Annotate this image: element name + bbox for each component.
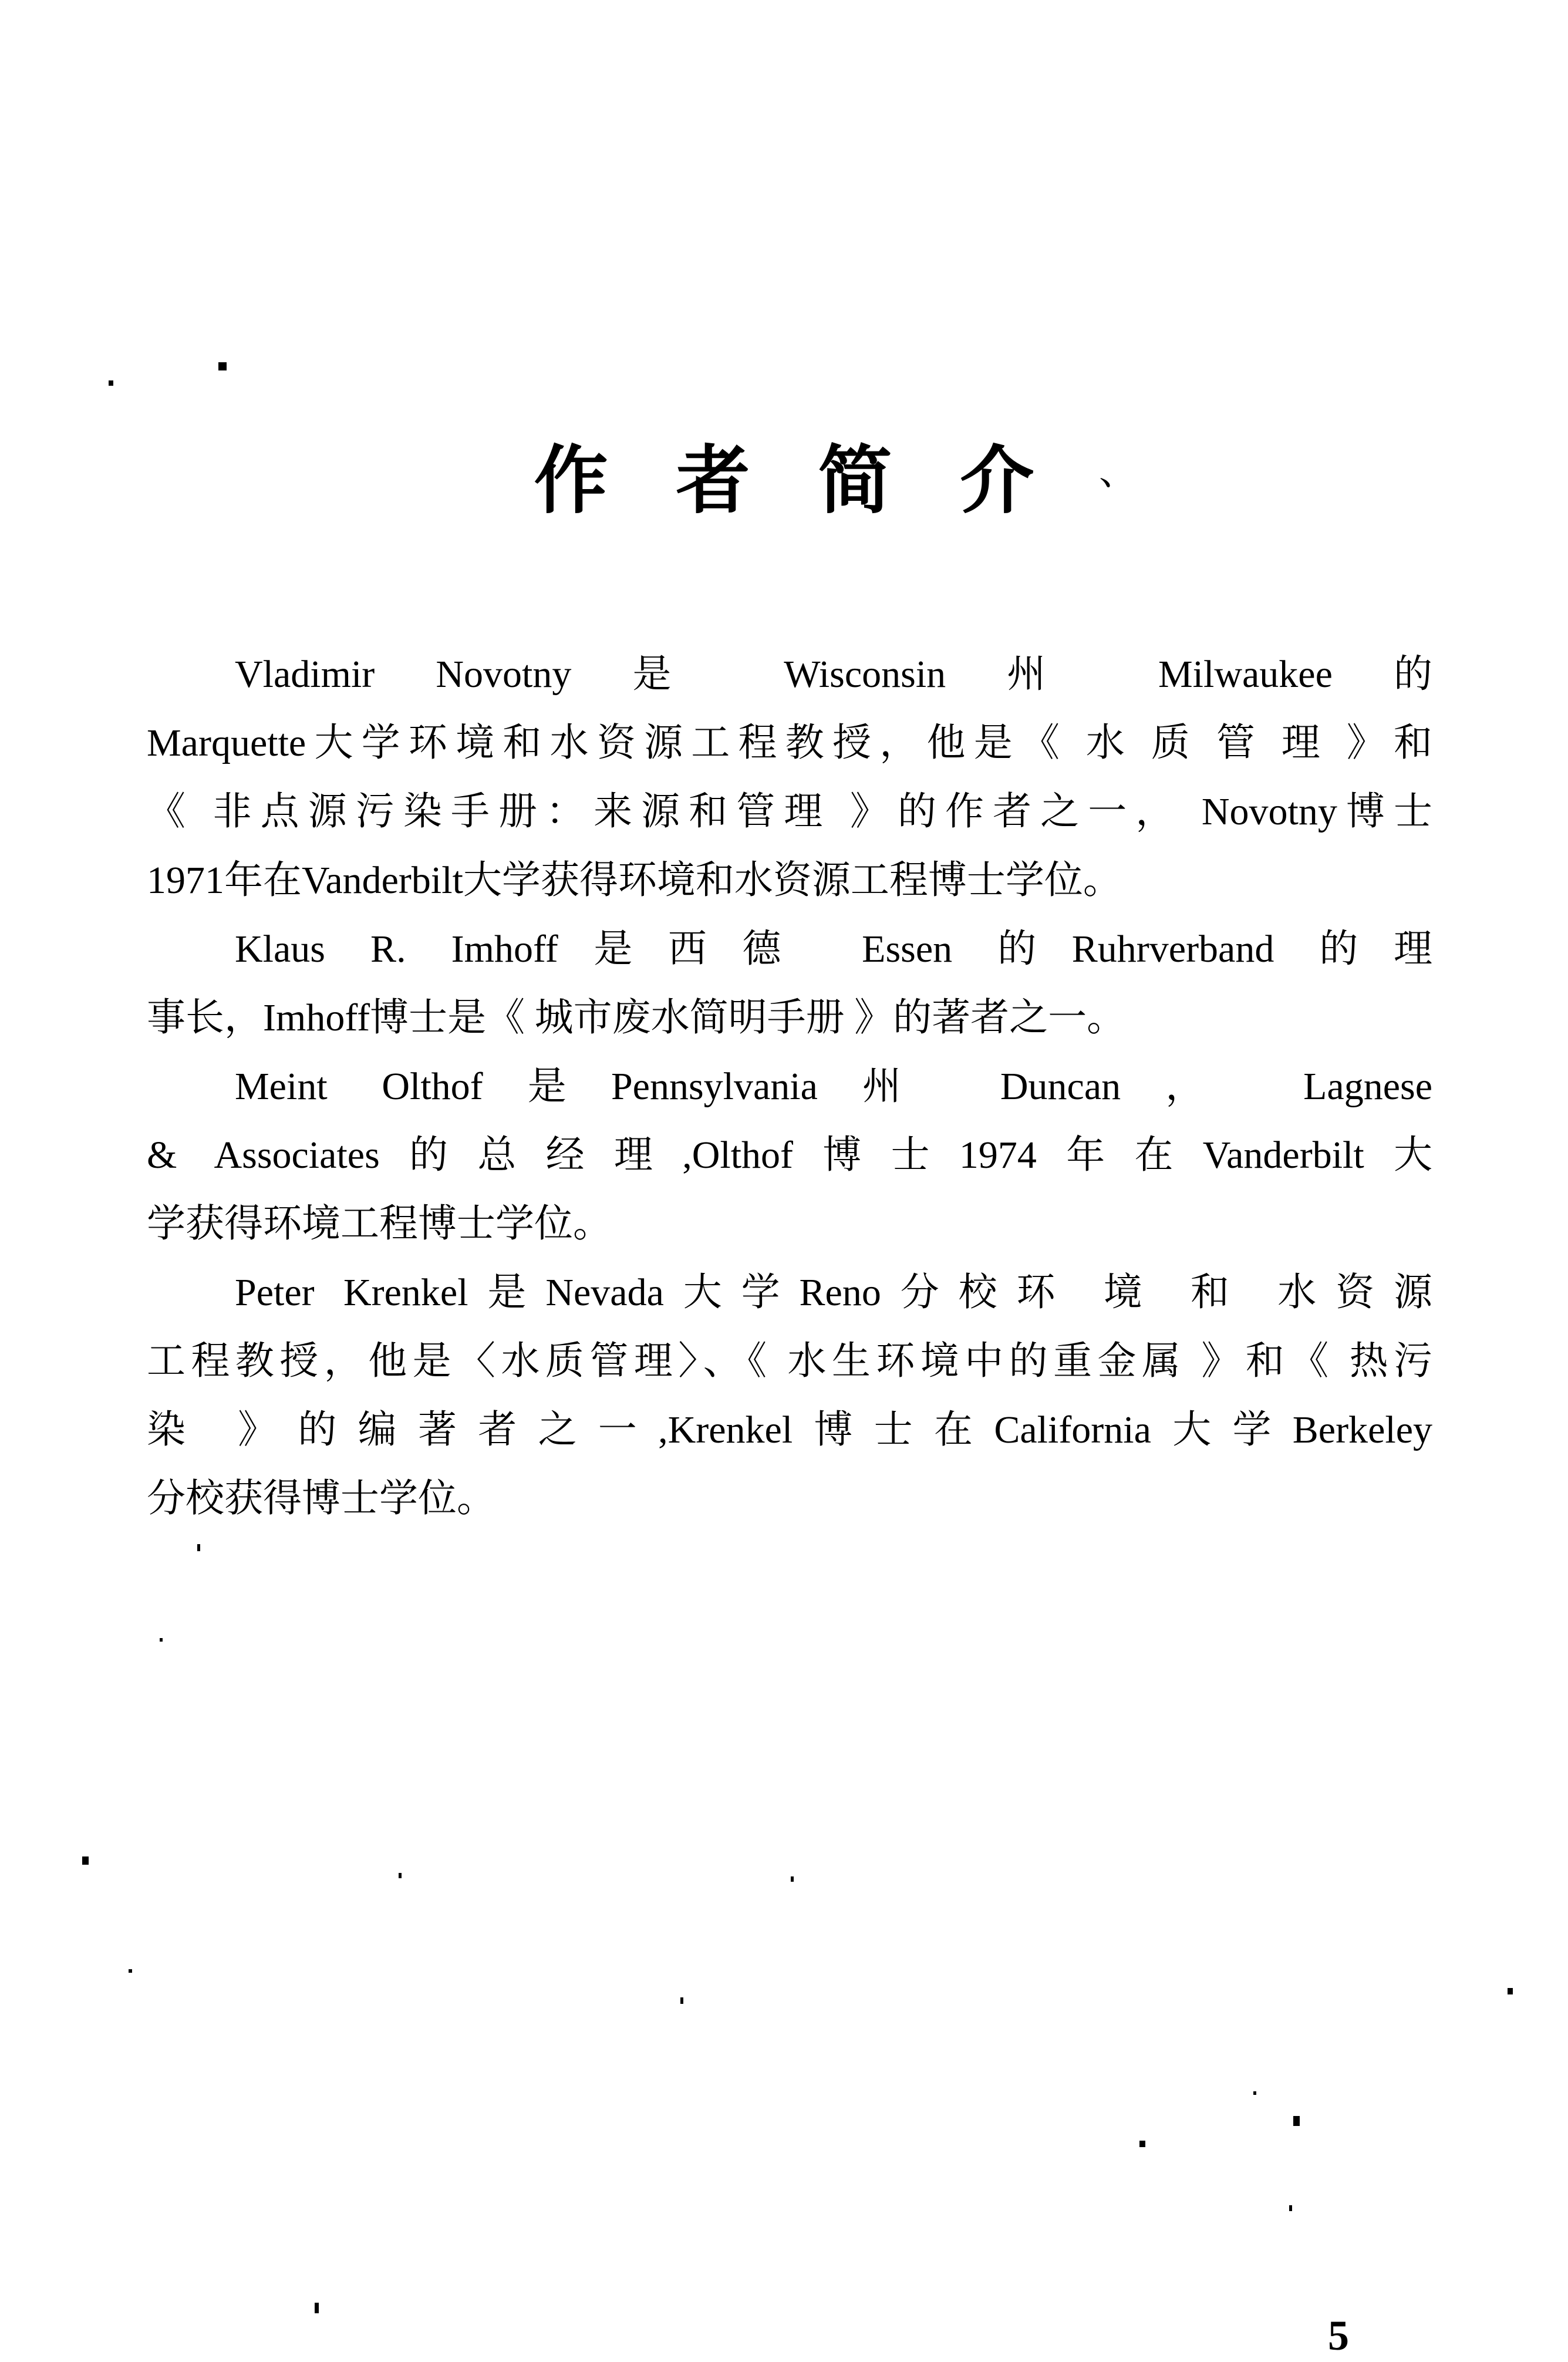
- text-line: 学获得环境工程博士学位。: [147, 1202, 612, 1245]
- text-line: & Associates的总经理,Olthof博士1974年在Vanderbilt大: [147, 1134, 1432, 1177]
- paragraph-krenkel: [147, 1258, 1432, 1533]
- text-line: 染 》的编著者之一,Krenkel博士在California大学Berkeley: [147, 1409, 1432, 1451]
- scan-speck: [1508, 1988, 1513, 1994]
- text-line: Marquette大学环境和水资源工程教授，他是《 水 质 管 理 》和: [147, 722, 1432, 764]
- page-number: 5: [1328, 2312, 1349, 2359]
- text-line: Peter Krenkel是Nevada大学Reno分校环 境 和 水资源: [235, 1271, 1432, 1314]
- text-line: Vladimir Novotny 是 Wisconsin 州 Milwaukee 的: [235, 653, 1432, 696]
- body-text: [147, 640, 1432, 1533]
- scan-speck: [197, 1544, 200, 1551]
- text-line: 1971年在Vanderbilt大学获得环境和水资源工程博士学位。: [147, 859, 1122, 902]
- scan-speck: [1293, 2116, 1300, 2126]
- scan-speck: [218, 362, 227, 370]
- page-title-text: 作者简介: [534, 441, 1102, 523]
- scan-speck: [1289, 2205, 1292, 2211]
- text-line: Meint Olthof是Pennsylvania州 Duncan， Lagnese: [235, 1065, 1432, 1108]
- paragraph-novotny: [147, 640, 1432, 915]
- scan-speck: [109, 380, 113, 386]
- text-line: 工程教授，他是〈水质管理〉、《 水生环境中的重金属 》和《 热污: [147, 1340, 1432, 1383]
- text-line: Klaus R. Imhoff是西德 Essen 的Ruhrverband 的理: [235, 928, 1432, 971]
- text-line: 《 非点源污染手册：来源和管理 》的作者之一， Novotny博士: [147, 790, 1432, 833]
- scan-speck: [399, 1873, 402, 1878]
- scan-speck: [160, 1638, 163, 1642]
- page-title: [0, 441, 1568, 523]
- scan-speck: [315, 2303, 319, 2313]
- scan-speck: [680, 1997, 683, 2004]
- text-line: 事长，Imhoff博士是《 城市废水简明手册 》的著者之一。: [147, 996, 1126, 1039]
- paragraph-olthof: [147, 1052, 1432, 1258]
- title-stray-mark: 、: [1099, 451, 1137, 493]
- scan-speck: [1139, 2141, 1145, 2147]
- scan-speck: [791, 1876, 794, 1882]
- scan-speck: [1253, 2091, 1256, 2095]
- scan-speck: [129, 1969, 132, 1973]
- text-line: 分校获得博士学位。: [147, 1477, 495, 1520]
- paragraph-imhoff: [147, 915, 1432, 1052]
- scan-speck: [82, 1856, 89, 1865]
